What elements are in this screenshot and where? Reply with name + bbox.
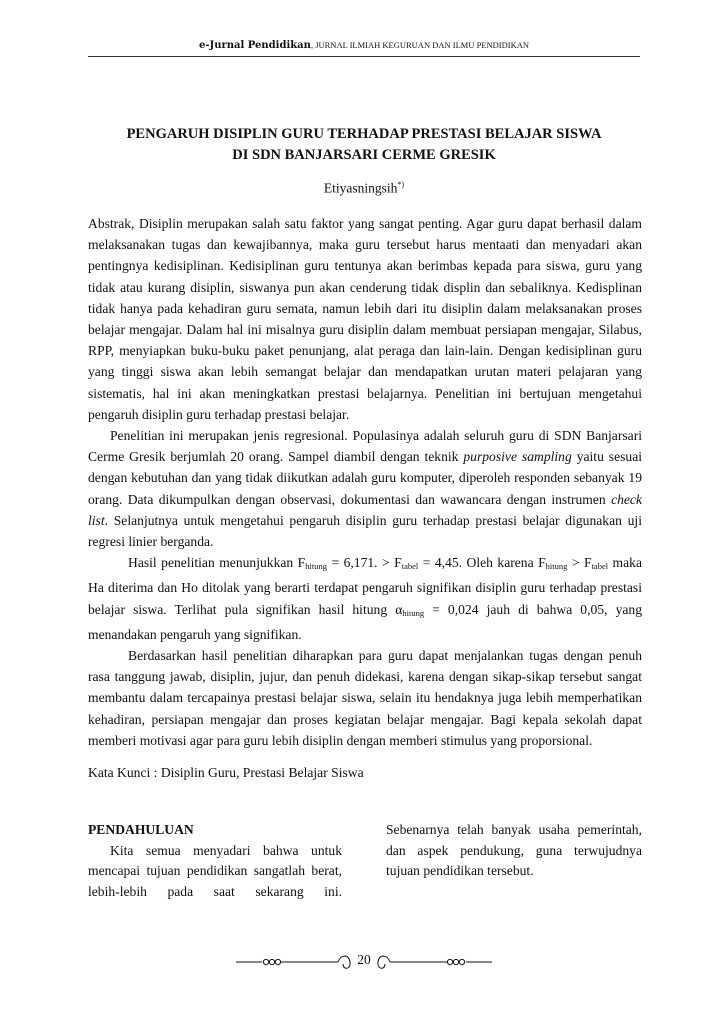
- intro-left-text: Kita semua menyadari bahwa untuk mencapai tujuan pendidikan sangatlah berat, lebih-lebih pada saat sekarang ini.: [88, 842, 342, 899]
- running-header: [88, 40, 640, 56]
- author-mark: *): [397, 180, 405, 189]
- author-name: Etiyasningsih: [323, 180, 398, 196]
- page-number: 20: [357, 952, 371, 967]
- abstract-italic: check list: [88, 491, 642, 528]
- header-rule: [88, 56, 640, 57]
- left-column: [88, 820, 342, 902]
- intro-right-text: Sebenarnya telah banyak usaha pemerintah, dan aspek pendukung, guna terwujudnya tujuan pendidikan tersebut.: [386, 822, 642, 878]
- paper-title: [88, 124, 640, 166]
- subscript: hitung: [402, 607, 425, 618]
- abstract-text: > F: [567, 555, 592, 571]
- abstract: [88, 213, 642, 751]
- abstract-paragraph-2: [88, 425, 642, 552]
- abstract-text: Hasil penelitian menunjukkan F: [128, 555, 306, 571]
- abstract-italic: purposive sampling: [463, 449, 572, 465]
- abstract-text: maka Ha diterima dan Ho ditolak yang berarti terdapat pengaruh signifikan disiplin guru terhadap prestasi belajar siswa. Terlihat pula signifikan hasil hitung α: [88, 555, 642, 617]
- abstract-text: = 0,024 jauh di bahwa 0,05, yang menandakan pengaruh yang signifikan.: [88, 601, 643, 642]
- abstract-paragraph-1: Abstrak, Disiplin merupakan salah satu faktor yang sangat penting. Agar guru dapat berhasil dalam melaksanakan tugas dan kewajibannya, maka guru tersebut harus mentaati dan menyadari akan pentingnya kedisiplinan. Kedisiplinan guru tentunya akan berimbas kepada para siswa, guru yang tidak atau kurang disiplin, siswanya pun akan cenderung tidak displin dan sebaliknya. Kedisplinan tidak hanya pada kehadiran guru semata, namun lebih dari itu disiplin dalam melaksanakan proses belajar mengajar. Dalam hal ini misalnya guru disiplin dalam membuat persiapan mengajar, Silabus, RPP, menyiapkan buku-buku paket penunjang, alat peraga dan lain-lain. Dengan kedisiplinan guru yang tinggi siswa akan lebih semangat belajar dan mendapatkan urutan materi pelajaran yang sistematis, hal ini akan meningkatkan prestasi belajarnya. Penelitian ini bertujuan mengetahui pengaruh disiplin guru terhadap prestasi belajar.: [88, 216, 642, 422]
- abstract-paragraph-4: Berdasarkan hasil penelitian diharapkan para guru dapat menjalankan tugas dengan penuh rasa tanggung jawab, disiplin, jujur, dan penuh didekasi, karena dengan sikap-sikap tersebut sangat membantu dalam tercapainya prestasi belajar siswa, selain itu hendaknya juga lebih memperhatikan kehadiran, persiapan mengajar dan proses kegiatan belajar mengajar. Bagi kepala sekolah dapat memberi motivasi agar para guru lebih disiplin dengan memberi stimulus yang proporsional.: [88, 648, 642, 748]
- abstract-text: = 4,45. Oleh karena F: [418, 555, 546, 571]
- title-line-1: PENGARUH DISIPLIN GURU TERHADAP PRESTASI BELAJAR SISWA: [126, 126, 602, 142]
- journal-name: e-Jurnal Pendidikan: [198, 40, 311, 51]
- journal-header-text: [88, 40, 640, 51]
- abstract-text: . Selanjutnya untuk mengetahui pengaruh disiplin guru terhadap prestasi belajar digunakan uji regresi linier berganda.: [88, 512, 642, 550]
- keywords: Kata Kunci : Disiplin Guru, Prestasi Belajar Siswa: [88, 765, 364, 780]
- abstract-paragraph-3: [88, 552, 642, 645]
- abstract-text: yaitu sesuai dengan kebutuhan dan yang tidak diikutkan adalah guru komputer, diperoleh responden sebanyak 19 orang. Data dikumpulkan dengan observasi, dokumentasi dan wawancara dengan instrumen: [88, 449, 643, 507]
- section-heading: PENDAHULUAN: [88, 822, 194, 837]
- journal-subtitle: , JURNAL ILMIAH KEGURUAN DAN ILMU PENDIDIKAN: [310, 40, 530, 50]
- subscript: tabel: [591, 561, 609, 572]
- author: [88, 180, 640, 197]
- page-footer: [0, 950, 728, 974]
- abstract-text: = 6,171. > F: [326, 555, 402, 571]
- title-line-2: DI SDN BANJARSARI CERME GRESIK: [232, 147, 496, 163]
- abstract-text: Penelitian ini merupakan jenis regresional. Populasinya adalah seluruh guru di SDN Banjarsari Cerme Gresik berjumlah 20 orang. Sampel diambil dengan teknik: [88, 428, 642, 465]
- subscript: tabel: [401, 561, 419, 572]
- subscript: hitung: [305, 561, 327, 572]
- subscript: hitung: [545, 561, 568, 572]
- right-column: [386, 820, 642, 882]
